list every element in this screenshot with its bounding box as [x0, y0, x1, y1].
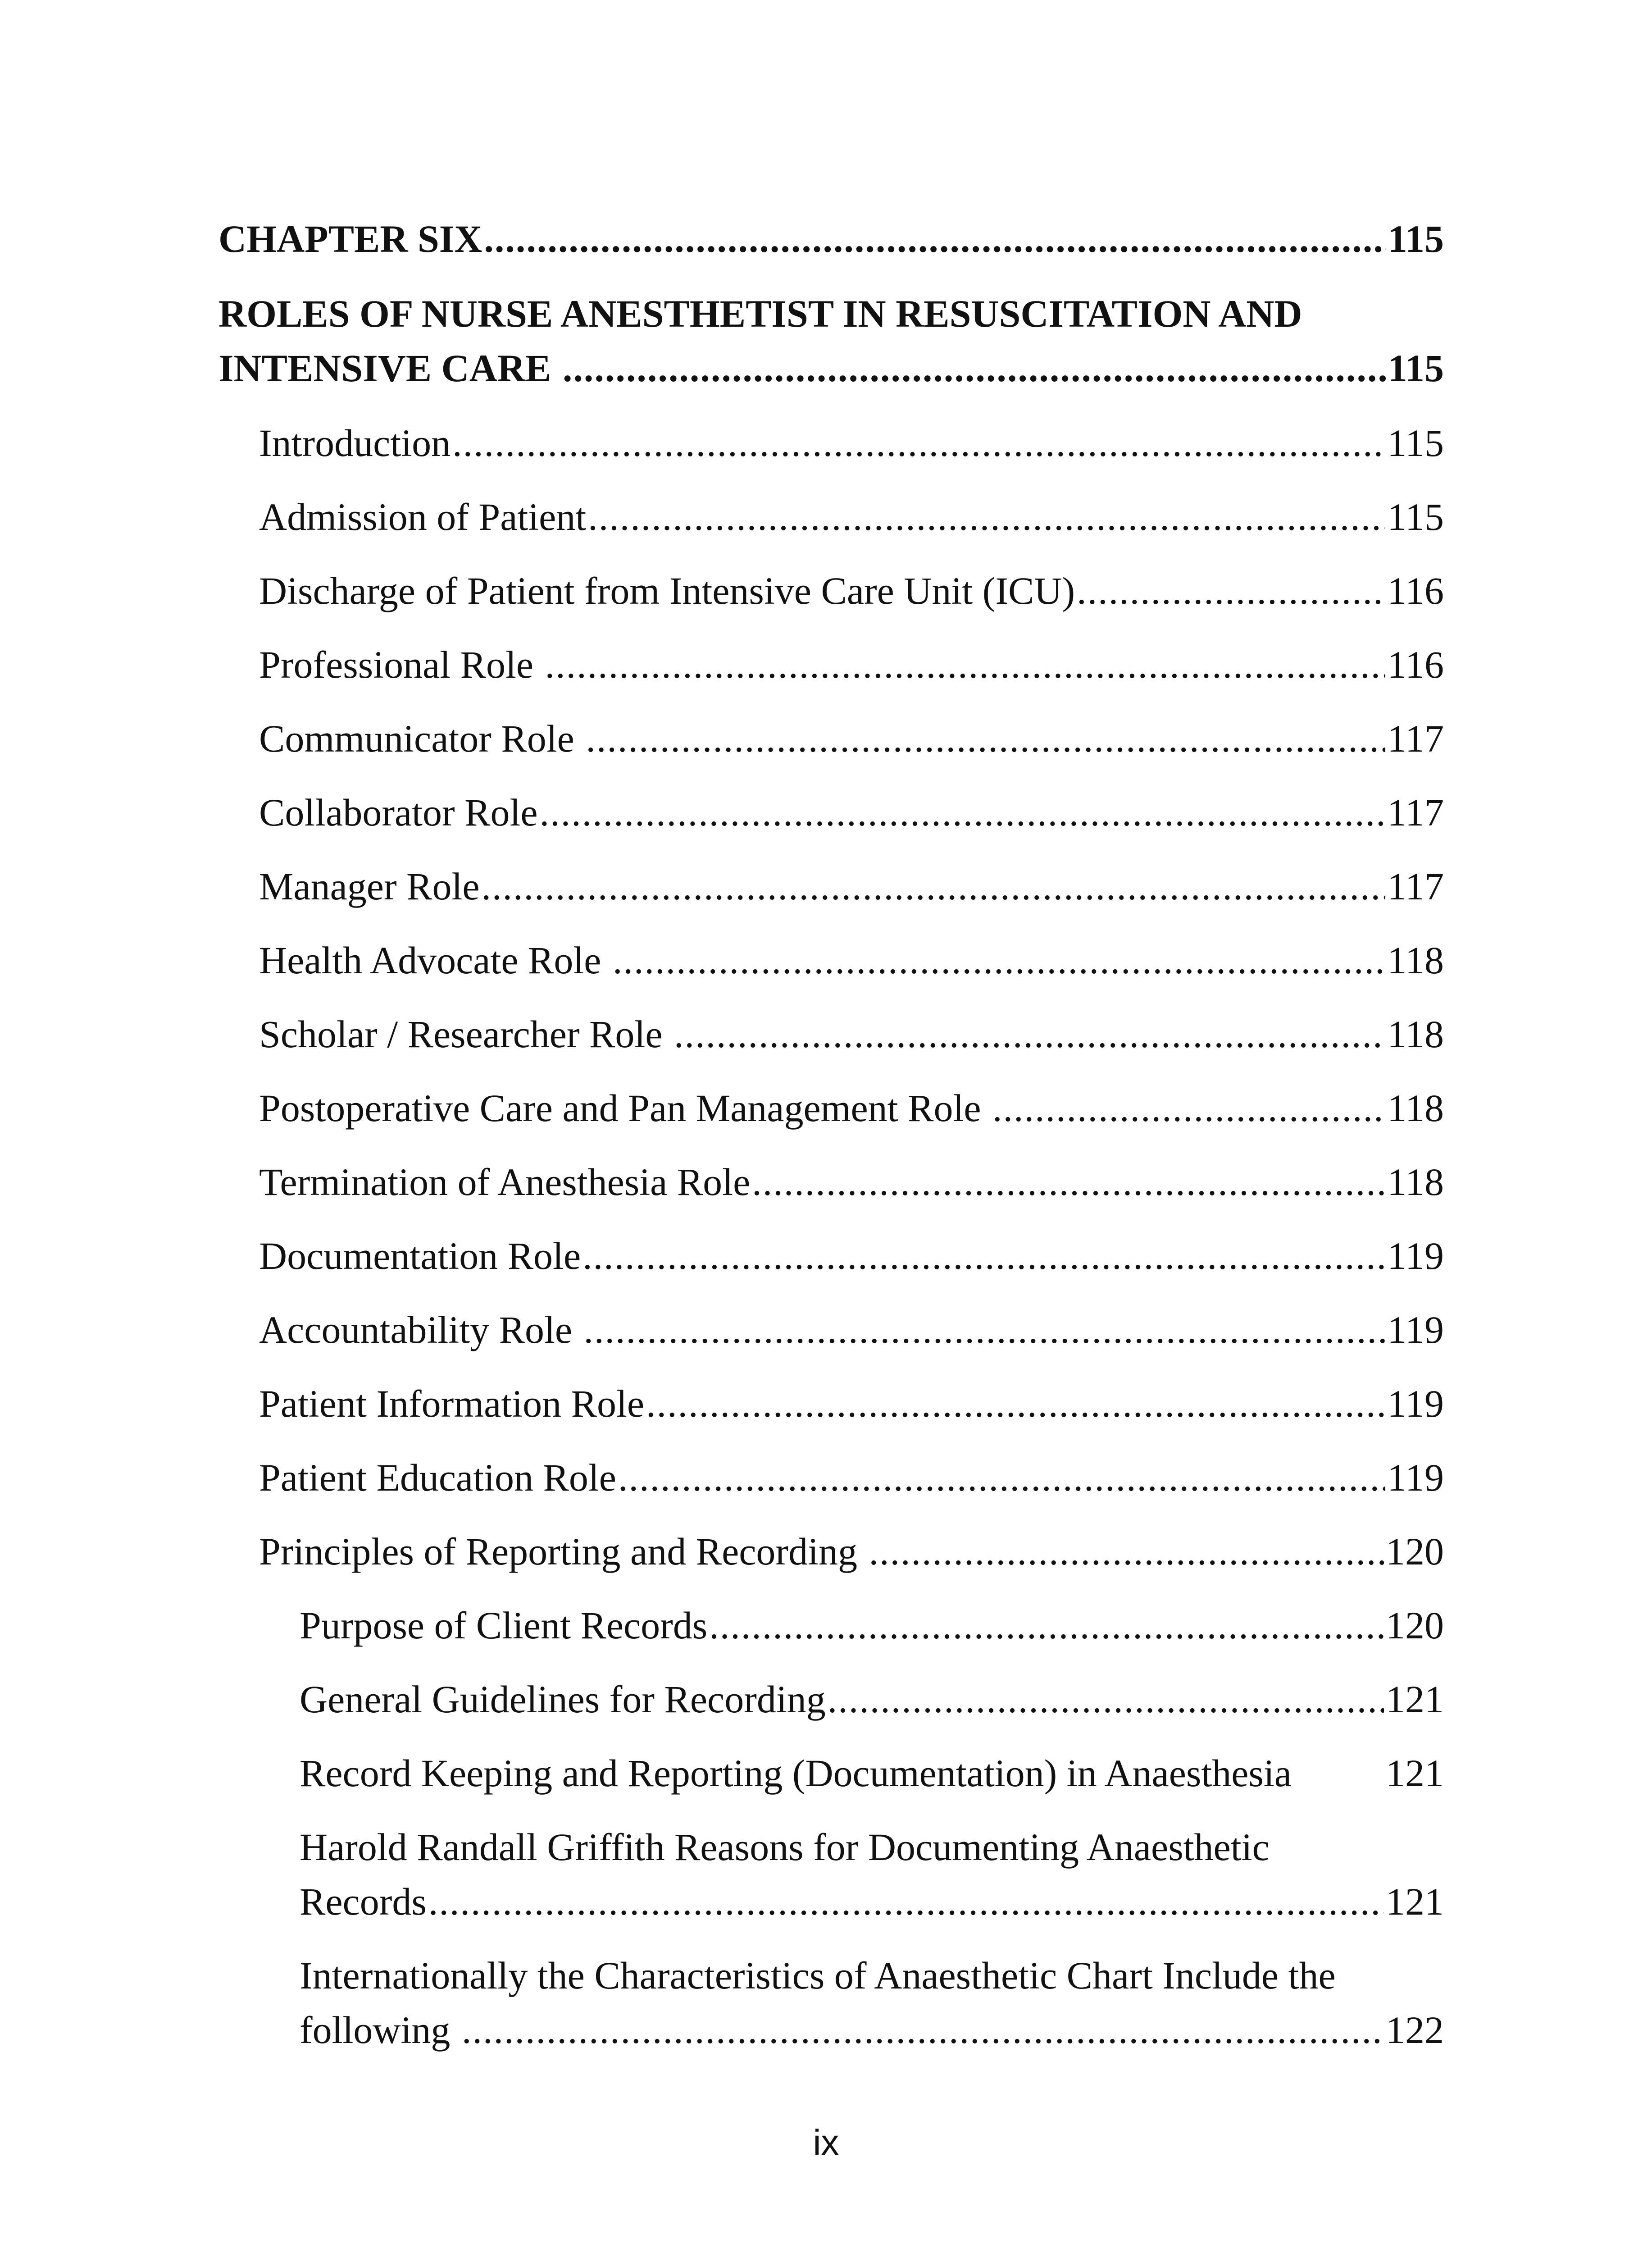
toc-entry-title-line1: ROLES OF NURSE ANESTHETIST IN RESUSCITATION AND: [218, 292, 1302, 335]
toc-page-number: 119: [1387, 1456, 1444, 1499]
toc-entry-title: Discharge of Patient from Intensive Care Unit (ICU): [259, 569, 1075, 612]
toc-entry[interactable]: [218, 859, 1444, 914]
table-of-contents: [218, 212, 1444, 2077]
dot-leader: [545, 638, 1386, 692]
toc-entry-title: Record Keeping and Reporting (Documentation) in Anaesthesia: [300, 1751, 1292, 1795]
toc-entry[interactable]: [218, 1229, 1444, 1283]
toc-subsection-multiline-entries: [218, 1820, 1444, 2057]
toc-entry[interactable]: [218, 490, 1444, 544]
dot-leader: [1077, 564, 1385, 618]
toc-entry[interactable]: [218, 1155, 1444, 1209]
dot-leader: [618, 1450, 1385, 1505]
toc-page-number: 119: [1387, 1234, 1444, 1277]
toc-page-number: 121: [1386, 1880, 1444, 1923]
dot-leader: [588, 490, 1385, 544]
toc-entry[interactable]: [218, 1948, 1444, 2057]
toc-page-number: 118: [1387, 1012, 1444, 1056]
toc-page-number: 115: [1387, 495, 1444, 538]
toc-entry[interactable]: [218, 416, 1444, 470]
toc-entry-title: Termination of Anesthesia Role: [259, 1160, 751, 1204]
toc-page-number: 121: [1386, 1751, 1444, 1795]
toc-page-number: 117: [1387, 717, 1444, 760]
toc-entry-title: Patient Education Role: [259, 1456, 616, 1499]
toc-entry-title-line1: Harold Randall Griffith Reasons for Documenting Anaesthetic: [300, 1825, 1270, 1869]
dot-leader: [563, 341, 1386, 396]
toc-entry-title: Accountability Role: [259, 1308, 582, 1351]
toc-page-number: 121: [1386, 1678, 1444, 1721]
toc-chapter-heading[interactable]: [218, 212, 1444, 266]
toc-entry[interactable]: [218, 1303, 1444, 1357]
toc-page-number: 119: [1387, 1382, 1444, 1425]
toc-page-number: 119: [1387, 1308, 1444, 1351]
dot-leader: [646, 1377, 1385, 1431]
toc-chapter-title[interactable]: [218, 287, 1444, 396]
toc-entry-title-line2: following: [300, 2008, 460, 2052]
toc-entry[interactable]: [218, 1377, 1444, 1431]
toc-page-number: 118: [1387, 1160, 1444, 1204]
toc-entry-title-line2: Records: [300, 1880, 427, 1923]
dot-leader: [586, 711, 1385, 766]
toc-entry-title: CHAPTER SIX: [218, 217, 482, 260]
toc-entry[interactable]: [218, 1598, 1444, 1653]
toc-entry-title-line2: INTENSIVE CARE: [218, 347, 561, 390]
toc-page-number: 117: [1387, 791, 1444, 834]
toc-subsection-entries: [218, 1598, 1444, 1801]
dot-leader: [674, 1007, 1385, 1062]
toc-page-number: 120: [1386, 1604, 1444, 1647]
toc-entry-title: Scholar / Researcher Role: [259, 1012, 672, 1056]
dot-leader: [428, 1874, 1384, 1929]
toc-page-number: 115: [1387, 421, 1444, 465]
dot-leader: [709, 1598, 1384, 1653]
toc-entry-title: Professional Role: [259, 643, 543, 686]
toc-entry[interactable]: [218, 1007, 1444, 1062]
toc-entry-title: Purpose of Client Records: [300, 1604, 708, 1647]
toc-page-number: 115: [1388, 347, 1444, 390]
dot-leader: [752, 1155, 1385, 1209]
toc-page-number: 118: [1387, 939, 1444, 982]
toc-entry[interactable]: [218, 933, 1444, 988]
toc-entry[interactable]: [218, 638, 1444, 692]
toc-page-number: 115: [1388, 217, 1444, 260]
toc-entry-title: Documentation Role: [259, 1234, 581, 1277]
dot-leader: [482, 859, 1386, 914]
toc-entry[interactable]: [218, 1820, 1444, 1929]
dot-leader: [613, 933, 1385, 988]
toc-entry-title: Patient Information Role: [259, 1382, 645, 1425]
dot-leader: [584, 1303, 1386, 1357]
toc-page-number: 116: [1387, 643, 1444, 686]
toc-page-number: 122: [1386, 2008, 1444, 2052]
toc-entry-title: General Guidelines for Recording: [300, 1678, 826, 1721]
dot-leader: [462, 2003, 1384, 2057]
dot-leader: [992, 1081, 1385, 1136]
toc-entry-title: Principles of Reporting and Recording: [259, 1530, 867, 1573]
toc-entry-title: Introduction: [259, 421, 451, 465]
dot-leader: [583, 1229, 1385, 1283]
toc-entry[interactable]: [218, 564, 1444, 618]
dot-leader: [540, 785, 1386, 840]
toc-entry-title: Health Advocate Role: [259, 939, 611, 982]
dot-leader: [452, 416, 1385, 470]
toc-section-entries: [218, 416, 1444, 1579]
page-number-footer: ix: [813, 2122, 839, 2162]
toc-entry[interactable]: [218, 1524, 1444, 1579]
toc-entry-title: Manager Role: [259, 865, 480, 908]
dot-leader: [828, 1672, 1384, 1727]
toc-page-number: 116: [1387, 569, 1444, 612]
toc-entry-title: Admission of Patient: [259, 495, 587, 538]
toc-entry-title: Communicator Role: [259, 717, 584, 760]
toc-page-number: 117: [1387, 865, 1444, 908]
toc-page-number: 120: [1386, 1530, 1444, 1573]
dot-leader: [869, 1524, 1384, 1579]
toc-entry[interactable]: [218, 711, 1444, 766]
toc-entry-title: Collaborator Role: [259, 791, 538, 834]
toc-entry[interactable]: [218, 1450, 1444, 1505]
toc-entry[interactable]: [218, 785, 1444, 840]
toc-entry[interactable]: [218, 1081, 1444, 1136]
toc-entry-title-line1: Internationally the Characteristics of Anaesthetic Chart Include the: [300, 1954, 1336, 1997]
toc-entry[interactable]: [218, 1672, 1444, 1727]
dot-leader: [484, 212, 1386, 266]
toc-page-number: 118: [1387, 1086, 1444, 1130]
toc-entry[interactable]: [218, 1746, 1444, 1801]
toc-entry-title: Postoperative Care and Pan Management Role: [259, 1086, 991, 1130]
